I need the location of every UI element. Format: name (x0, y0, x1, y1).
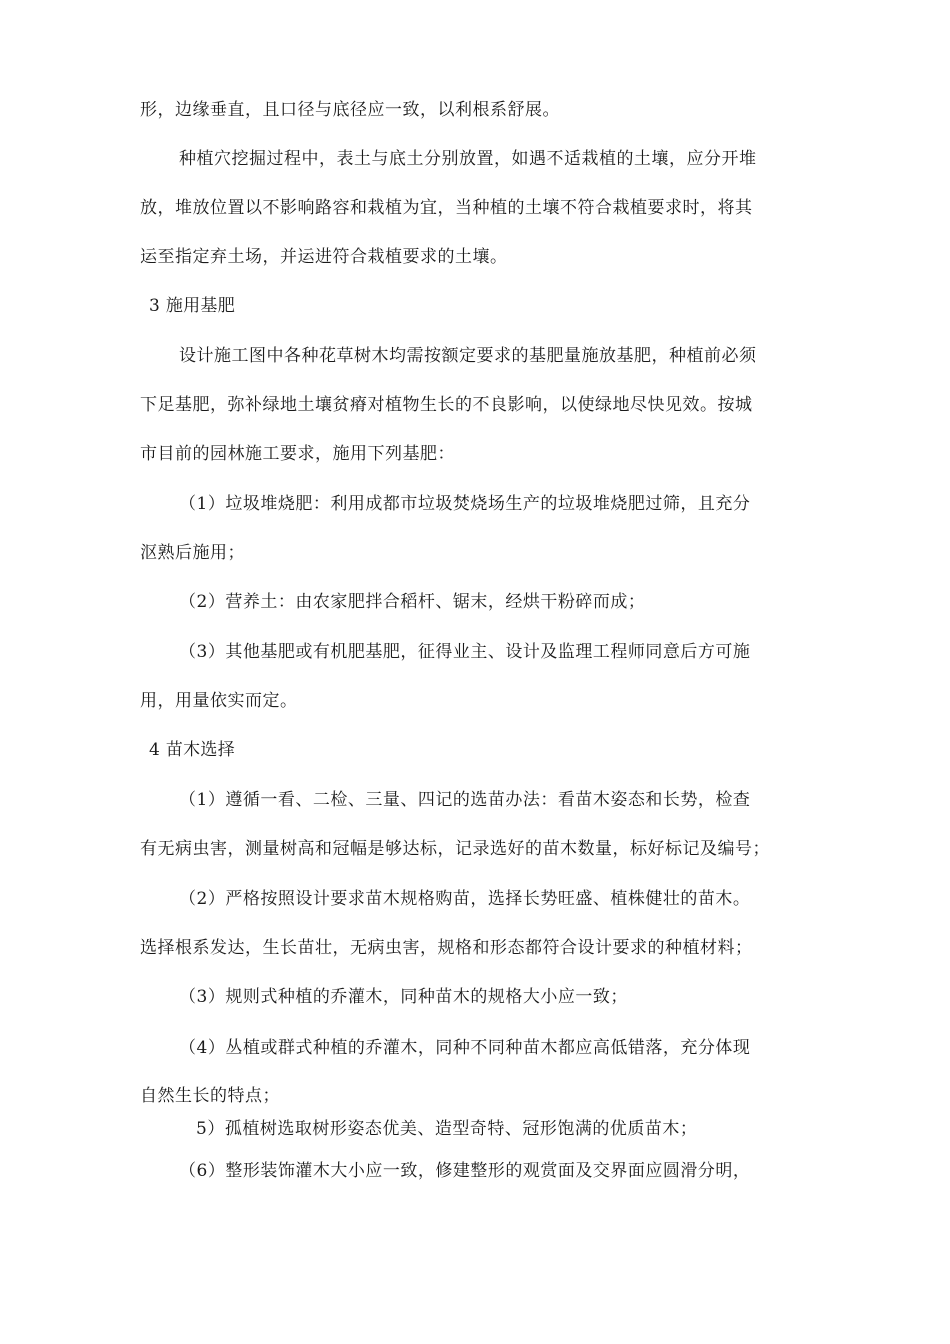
text-line-1: 形，边缘垂直，且口径与底径应一致，以利根系舒展。 (140, 100, 560, 120)
text-line-13: 用，用量依实而定。 (140, 691, 298, 711)
text-line-15: （1）遵循一看、二检、三量、四记的选苗办法：看苗木姿态和长势，检查 (179, 790, 751, 810)
section-heading-4: 4 苗木选择 (149, 740, 236, 760)
text-line-16: 有无病虫害，测量树高和冠幅是够达标，记录选好的苗木数量，标好标记及编号； (140, 839, 770, 859)
text-line-22: 5）孤植树选取树形姿态优美、造型奇特、冠形饱满的优质苗木； (196, 1119, 698, 1139)
text-line-3: 放，堆放位置以不影响路容和栽植为宜，当种植的土壤不符合栽植要求时，将其 (140, 198, 753, 218)
text-line-10: 沤熟后施用； (140, 543, 245, 563)
text-line-2: 种植穴挖掘过程中，表土与底土分别放置，如遇不适栽植的土壤，应分开堆 (179, 149, 757, 169)
text-line-17: （2）严格按照设计要求苗木规格购苗，选择长势旺盛、植株健壮的苗木。 (179, 889, 751, 909)
text-line-6: 设计施工图中各种花草树木均需按额定要求的基肥量施放基肥，种植前必须 (179, 346, 757, 366)
text-line-12: （3）其他基肥或有机肥基肥，征得业主、设计及监理工程师同意后方可施 (179, 642, 751, 662)
section-heading-3: 3 施用基肥 (149, 296, 236, 316)
text-line-19: （3）规则式种植的乔灌木，同种苗木的规格大小应一致； (179, 987, 628, 1007)
text-line-7: 下足基肥，弥补绿地土壤贫瘠对植物生长的不良影响，以使绿地尽快见效。按城 (140, 395, 753, 415)
text-line-9: （1）垃圾堆烧肥：利用成都市垃圾焚烧场生产的垃圾堆烧肥过筛，且充分 (179, 494, 751, 514)
text-line-11: （2）营养土：由农家肥拌合稻杆、锯末，经烘干粉碎而成； (179, 592, 646, 612)
text-line-20: （4）丛植或群式种植的乔灌木，同种不同种苗木都应高低错落，充分体现 (179, 1038, 751, 1058)
text-line-4: 运至指定弃土场，并运进符合栽植要求的土壤。 (140, 247, 508, 267)
text-line-23: （6）整形装饰灌木大小应一致，修建整形的观赏面及交界面应圆滑分明， (179, 1161, 751, 1181)
text-line-21: 自然生长的特点； (140, 1086, 280, 1106)
text-line-8: 市目前的园林施工要求，施用下列基肥： (140, 444, 455, 464)
text-line-18: 选择根系发达，生长苗壮，无病虫害，规格和形态都符合设计要求的种植材料； (140, 938, 753, 958)
